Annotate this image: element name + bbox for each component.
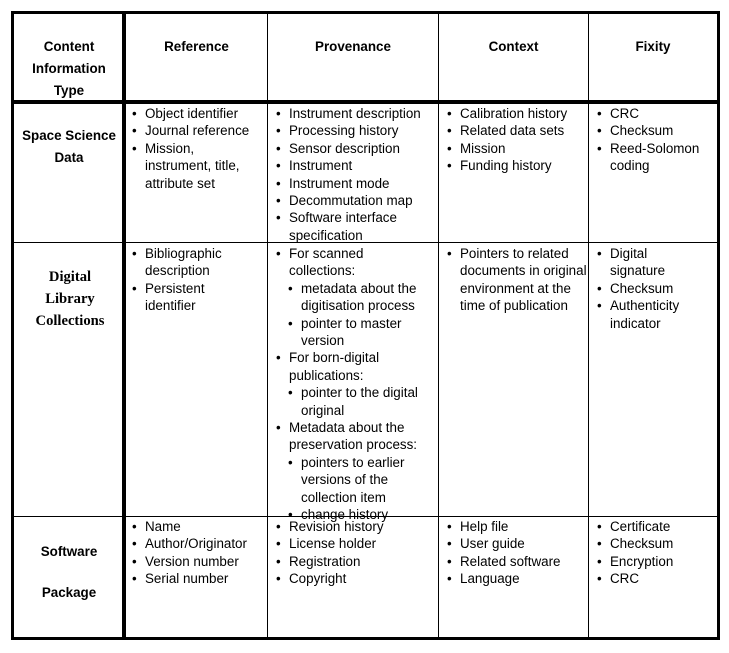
list-item: • Processing history: [274, 122, 438, 139]
list-item: [274, 245, 395, 280]
row-title-space-science: Space Science Data: [22, 128, 116, 165]
col-divider: [438, 14, 439, 637]
digital-context-cell: [445, 245, 588, 315]
list-item: • Mission: [445, 140, 588, 157]
list-item: • Digital signature: [595, 245, 682, 280]
space-fixity-cell: [595, 105, 717, 175]
list-item: • Serial number: [130, 570, 267, 587]
space-provenance-cell: [274, 105, 438, 244]
list-item: • CRC: [595, 570, 717, 587]
space-context-cell: [445, 105, 588, 175]
list-item: [274, 349, 405, 384]
list-item: • Authenticity indicator: [595, 297, 717, 332]
list-item: • pointer to master version: [286, 315, 438, 350]
list-item: • Instrument: [274, 157, 438, 174]
space-provenance-list: [274, 105, 438, 244]
list-item: • Pointers to related documents in original environment at the time of publication: [445, 245, 588, 315]
list-item: • Certificate: [595, 518, 717, 535]
born-sublist: [286, 384, 438, 419]
digital-context-list: [445, 245, 588, 315]
meta-sublist: [286, 454, 438, 524]
header-context: Context: [488, 39, 539, 54]
list-item: • Revision history: [274, 518, 438, 535]
list-item: • Checksum: [595, 535, 717, 552]
list-item: • Checksum: [595, 280, 717, 297]
space-fixity-list: [595, 105, 717, 175]
list-item: • Related software: [445, 553, 588, 570]
scanned-sublist: [286, 280, 438, 350]
row-title-software-1: Software: [40, 544, 98, 559]
header-divider: [14, 100, 717, 104]
list-item: • CRC: [595, 105, 717, 122]
list-item: • Decommutation map: [274, 192, 438, 209]
software-context-list: [445, 518, 588, 588]
list-item: • Funding history: [445, 157, 588, 174]
col-divider: [267, 14, 268, 637]
header-content-type: Content Information Type: [32, 39, 106, 98]
list-item: • Instrument description: [274, 105, 438, 122]
content-information-table: [11, 11, 720, 640]
list-item: • Object identifier: [130, 105, 267, 122]
header-fixity: Fixity: [635, 39, 671, 54]
list-item: • Mission, instrument, title, attribute set: [130, 140, 253, 192]
list-item: • Related data sets: [445, 122, 588, 139]
row-title-digital-library: Digital Library Collections: [35, 269, 105, 329]
list-item: • Language: [445, 570, 588, 587]
list-item: • Persistent identifier: [130, 280, 241, 315]
space-reference-cell: [130, 105, 267, 192]
row-title-software-2: Package: [41, 585, 97, 600]
list-item: • Encryption: [595, 553, 717, 570]
list-item: • Author/Originator: [130, 535, 267, 552]
list-item: • Name: [130, 518, 267, 535]
list-item: [274, 419, 438, 454]
scanned-sublist-wrap: [274, 280, 438, 350]
born-digital-label: For born-digital publications:: [289, 350, 380, 383]
software-provenance-cell: [274, 518, 438, 588]
col-divider: [588, 14, 589, 637]
space-reference-list: [130, 105, 267, 192]
header-reference: Reference: [164, 39, 229, 54]
meta-sublist-wrap: [274, 454, 438, 524]
born-sublist-wrap: [274, 384, 438, 419]
list-item: • Calibration history: [445, 105, 588, 122]
list-item: • Instrument mode: [274, 175, 438, 192]
software-provenance-list: [274, 518, 438, 588]
col-divider: [122, 14, 126, 637]
list-item: • Software interface specification: [274, 209, 414, 244]
metadata-preservation-label: Metadata about the preservation process:: [289, 420, 418, 453]
space-context-list: [445, 105, 588, 175]
digital-provenance-list: [274, 245, 438, 524]
software-fixity-cell: [595, 518, 717, 588]
scanned-collections-label: For scanned collections:: [289, 246, 364, 279]
list-item: • Help file: [445, 518, 588, 535]
list-item: • Checksum: [595, 122, 717, 139]
list-item: • Bibliographic description: [130, 245, 241, 280]
list-item: • Registration: [274, 553, 438, 570]
software-fixity-list: [595, 518, 717, 588]
list-item: • License holder: [274, 535, 438, 552]
list-item: • User guide: [445, 535, 588, 552]
list-item: • Reed-Solomon coding: [595, 140, 710, 175]
list-item: • Version number: [130, 553, 267, 570]
list-item: • Copyright: [274, 570, 438, 587]
digital-reference-list: [130, 245, 267, 315]
software-context-cell: [445, 518, 588, 588]
list-item: • metadata about the digitisation process: [286, 280, 438, 315]
software-reference-cell: [130, 518, 267, 588]
digital-reference-cell: [130, 245, 267, 315]
software-reference-list: [130, 518, 267, 588]
list-item: • Sensor description: [274, 140, 438, 157]
header-provenance: Provenance: [315, 39, 391, 54]
list-item: • Journal reference: [130, 122, 267, 139]
digital-fixity-list: [595, 245, 717, 332]
digital-provenance-cell: [274, 245, 438, 524]
list-item: • pointers to earlier versions of the collection item: [286, 454, 411, 506]
list-item: • pointer to the digital original: [286, 384, 438, 419]
list-item: • change history: [286, 506, 438, 523]
digital-fixity-cell: [595, 245, 717, 332]
